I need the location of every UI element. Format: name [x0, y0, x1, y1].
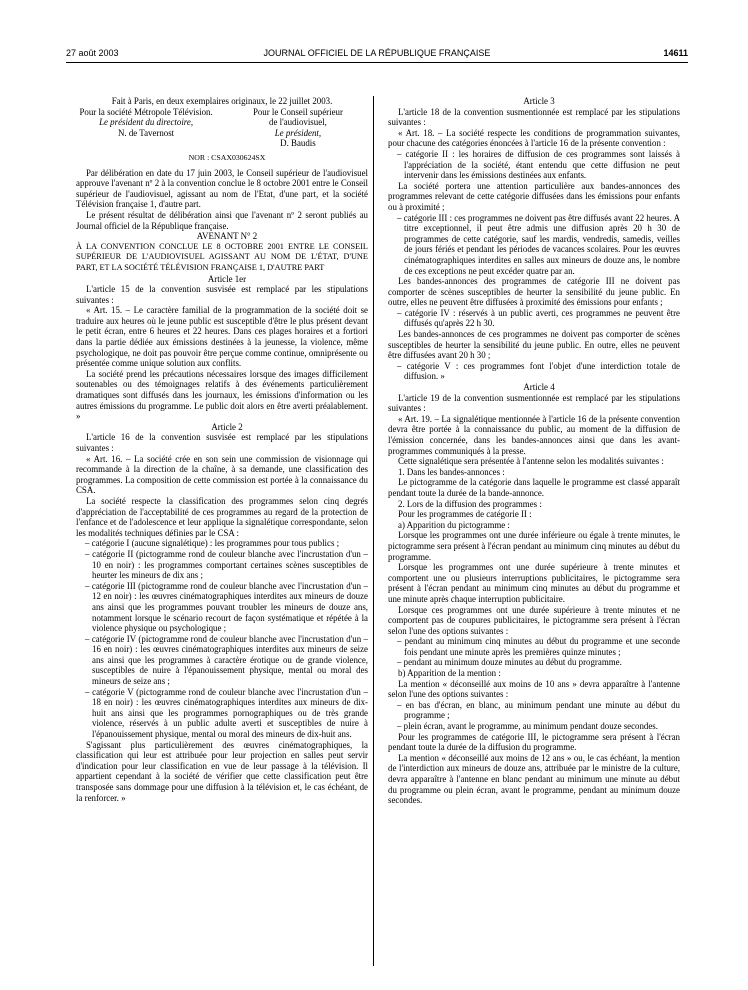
article-heading: Article 3: [523, 96, 555, 106]
dash-item: – catégorie I (aucune signalétique) : les programmes pour tous publics ;: [85, 538, 340, 549]
paragraph: Pour les programmes de catégorie II :: [398, 509, 532, 520]
paragraph: Par délibération en date du 17 juin 2003, le Conseil supérieur de l'audiovisuel approuve l'avenant nº 2 à la convention conclue le 8 octobre 2001 entre le Conseil supérieur de l'audiovisuel, agissant au nom de l'Etat, d'une part, et la société Télévision française 1, d'autre part.: [76, 167, 368, 210]
header-page-number: 14611: [663, 48, 688, 58]
dash-item: – en bas d'écran, en blanc, au minimum pendant une minute au début du programme ;: [397, 699, 680, 721]
paragraph: L'article 16 de la convention susvisée est remplacé par les stipulations suivantes :: [76, 432, 368, 453]
paragraph: Le pictogramme de la catégorie dans laquelle le programme est classé apparaît pendant toute la durée de la bande-annonce.: [388, 477, 680, 498]
left-column: [76, 96, 368, 803]
paragraph: Lorsque les programmes ont une durée supérieure à trente minutes et comportent une ou plusieurs interruptions publicitaires, le pictogramme sera présent à l'écran pendant au minimum cinq minutes au début du programme et une minute après chaque interruption publicitaire.: [388, 562, 680, 604]
paragraph: La société prend les précautions nécessaires lorsque des images difficilement soutenables ou des témoignages relatifs à des événements particulièrement dramatiques sont diffusés dans les journaux, les émissions d'information ou les autres émissions du programme. Le public doit alors en être averti préalablement. »: [76, 368, 368, 422]
paragraph: L'article 19 de la convention susmentionnée est remplacé par les stipulations suivantes :: [388, 392, 680, 414]
paragraph: La mention « déconseillé aux moins de 10 ans » devra apparaître à l'antenne selon l'une des options suivantes :: [388, 678, 680, 700]
dash-item: – catégorie V (pictogramme rond de couleur blanche avec l'incrustation d'un – 18 en noir) : les œuvres cinématographiques interdites aux mineurs de dix-huit ans ainsi que les programmes pornographiques ou de très grande violence, réservés à un public adulte averti et susceptibles de nuire à l'épanouissement physique, mental ou moral des mineurs de dix-huit ans.: [85, 686, 368, 740]
right-column: [388, 96, 680, 806]
paragraph: 1. Dans les bandes-annonces :: [398, 466, 505, 477]
sig-right-line4: D. Baudis: [280, 138, 316, 149]
sig-left-line1: Pour la société Métropole Télévision.: [79, 106, 213, 117]
paragraph: Cette signalétique sera présentée à l'antenne selon les modalités suivantes :: [398, 456, 664, 467]
paragraph: S'agissant plus particulièrement des œuvres cinématographiques, la classification qui leur est attribuée pour leur projection en salles peut servir d'indication pour leur classification en vue de leur passage à la télévision. Il appartient cependant à la société de vérifier que cette classification peut être transposée sans dommage pour une diffusion à la télévision et, le cas échéant, de la renforcer. »: [76, 739, 368, 803]
header-rule: [66, 62, 688, 63]
paragraph: Les bandes-annonces de ces programmes ne doivent pas comporter de scènes susceptibles de heurter la sensibilité du jeune public. En outre, elles ne peuvent être diffusées avant 20 h 30 ;: [388, 329, 680, 361]
sig-left-line2: Le président du directoire,: [99, 117, 194, 128]
article-heading: Article 1er: [207, 273, 247, 284]
avenant-subtitle: À LA CONVENTION CONCLUE LE 8 OCTOBRE 2001 ENTRE LE CONSEIL SUPÉRIEUR DE L'AUDIOVISUEL AGISSANT AU NOM DE L'ÉTAT, D'UNE PART, ET LA SOCIÉTÉ TÉLÉVISION FRANÇAISE 1, D'AUTRE PART: [76, 241, 368, 272]
dash-item: – catégorie V : ces programmes font l'objet d'une interdiction totale de diffusion. »: [397, 360, 680, 382]
paragraph: 2. Lors de la diffusion des programmes :: [398, 498, 542, 509]
header-journal-title: JOURNAL OFFICIEL DE LA RÉPUBLIQUE FRANÇAISE: [263, 48, 491, 58]
paragraph: « Art. 19. – La signalétique mentionnée à l'article 16 de la présente convention devra être portée à la connaissance du public, au moment de la diffusion de l'émission concernée, dans les bandes-annonces ainsi que dans les avant-programmes communiqués à la presse.: [388, 413, 680, 456]
page-header: [66, 48, 688, 62]
paragraph: a) Apparition du pictogramme :: [398, 519, 510, 530]
paragraph: La société respecte la classification des programmes selon cinq degrés d'appréciation de l'acceptabilité de ces programmes au regard de la protection de l'enfance et de l'adolescence et leur applique la signalétique correspondante, selon les modalités techniques définies par le CSA :: [76, 495, 368, 538]
paragraph: « Art. 15. – Le caractère familial de la programmation de la société doit se traduire aux heures où le jeune public est susceptible d'être le plus présent devant le petit écran, entre 6 heures et 22 heures. Dans ces plages horaires et a fortiori dans la partie dédiée aux émissions destinées à la jeunesse, la violence, même psychologique, ne doit pas pouvoir être perçue comme continue, omniprésente ou présentée comme unique solution aux conflits.: [76, 305, 368, 369]
dash-item: – catégorie II : les horaires de diffusion de ces programmes sont laissés à l'appréciation de la société, étant entendu que cette diffusion ne peut intervenir dans les émissions destinées aux enfants.: [397, 148, 680, 181]
signature-right: [228, 107, 368, 149]
dash-item: – pendant au minimum cinq minutes au début du programme et une seconde fois pendant une minute après les premières quinze minutes ;: [397, 636, 680, 657]
sig-right-line1: Pour le Conseil supérieur: [252, 106, 343, 117]
paragraph: La société portera une attention particulière aux bandes-annonces des programmes relevant de cette catégorie diffusées dans les émissions pour enfants ou à proximité ;: [388, 180, 680, 212]
paragraph: L'article 18 de la convention susmentionnée est remplacé par les stipulations suivantes :: [388, 106, 680, 128]
paragraph: La mention « déconseillé aux moins de 12 ans » ou, le cas échéant, la mention de l'interdiction aux mineurs de douze ans, attribuée par le ministre de la culture, devra apparaître à l'antenne en blanc pendant au minimum une minute au début du programme ou plein écran, avant le programme, pendant au minimum douze secondes.: [388, 752, 680, 806]
header-date: 27 août 2003: [66, 48, 119, 58]
paragraph: Lorsque les programmes ont une durée inférieure ou égale à trente minutes, le pictogramme sera présent à l'écran pendant au minimum cinq minutes au début du programme.: [388, 530, 680, 562]
paragraph: « Art. 16. – La société crée en son sein une commission de visionnage qui recommande à la direction de la chaîne, à sa demande, une classification des programmes. La composition de cette commission est portée à la connaissance du CSA.: [76, 453, 368, 496]
paragraph: Pour les programmes de catégorie III, le pictogramme sera présent à l'écran pendant toute la durée de la diffusion du programme.: [388, 731, 680, 753]
dash-item: – catégorie IV : réservés à un public averti, ces programmes ne peuvent être diffusés qu'après 22 h 30.: [397, 307, 680, 329]
column-divider: [373, 96, 374, 966]
paragraph: Les bandes-annonces des programmes de catégorie III ne doivent pas comporter de scènes susceptibles de heurter la sensibilité du jeune public. En outre, elles ne peuvent être diffusées à proximité des émissions pour enfants ;: [388, 276, 680, 308]
dash-item: – catégorie IV (pictogramme rond de couleur blanche avec l'incrustation d'un – 16 en noir) : les œuvres cinématographiques interdites aux mineurs de seize ans ainsi que les programmes à caractère érotique ou de grande violence, susceptibles de nuire à l'épanouissement physique, mental ou moral des mineurs de seize ans ;: [85, 633, 368, 687]
paragraph: Lorsque ces programmes ont une durée supérieure à trente minutes et ne comportent pas de coupures publicitaires, le pictogramme sera présent à l'écran selon l'une des options suivantes :: [388, 604, 680, 636]
dash-item: – catégorie II (pictogramme rond de couleur blanche avec l'incrustation d'un – 10 en noir) : les programmes comportant certaines scènes susceptibles de heurter les mineurs de dix ans ;: [85, 548, 368, 581]
dash-item: – catégorie III (pictogramme rond de couleur blanche avec l'incrustation d'un – 12 en noir) : les œuvres cinématographiques interdites aux mineurs de douze ans ainsi que les programmes pouvant troubler les mineurs de douze ans, notamment lorsque le scénario recourt de façon systématique et répétée à la violence physique ou psychologique ;: [85, 580, 368, 634]
article-heading: Article 4: [523, 382, 555, 393]
sig-right-line3: Le président,: [274, 127, 322, 138]
sig-left-line3: N. de Tavernost: [118, 127, 175, 138]
article-heading: Article 2: [211, 421, 243, 432]
signature-block: [76, 107, 368, 149]
sig-right-line2: de l'audiovisuel,: [269, 117, 327, 128]
avenant-title: AVENANT N° 2: [196, 231, 258, 242]
paragraph: Le présent résultat de délibération ainsi que l'avenant nº 2 seront publiés au Journal officiel de la République française.: [76, 209, 368, 231]
dash-item: – catégorie III : ces programmes ne doivent pas être diffusés avant 22 heures. A titre exceptionnel, il peut être admis une diffusion après 20 h 30 de programmes de cette catégorie, sauf les mardis, vendredis, samedis, veilles de jours fériés et pendant les périodes de vacances scolaires. Pour les œuvres cinématographiques interdites en salles aux mineurs de douze ans, le nombre de ces exceptions ne peut excéder quatre par an.: [397, 212, 680, 276]
fait-line: Fait à Paris, en deux exemplaires originaux, le 22 juillet 2003.: [111, 96, 333, 106]
paragraph: « Art. 18. – La société respecte les conditions de programmation suivantes, pour chacune des catégories énoncées à l'article 16 de la présente convention :: [388, 127, 680, 149]
paragraph: L'article 15 de la convention susvisée est remplacé par les stipulations suivantes :: [76, 284, 368, 305]
paragraph: b) Apparition de la mention :: [398, 668, 501, 679]
dash-item: – pendant au minimum douze minutes au début du programme.: [397, 657, 622, 668]
nor-reference: NOR : CSAX030624SX: [188, 152, 266, 162]
dash-item: – plein écran, avant le programme, au minimum pendant douze secondes.: [397, 721, 658, 732]
signature-left: [76, 107, 216, 149]
